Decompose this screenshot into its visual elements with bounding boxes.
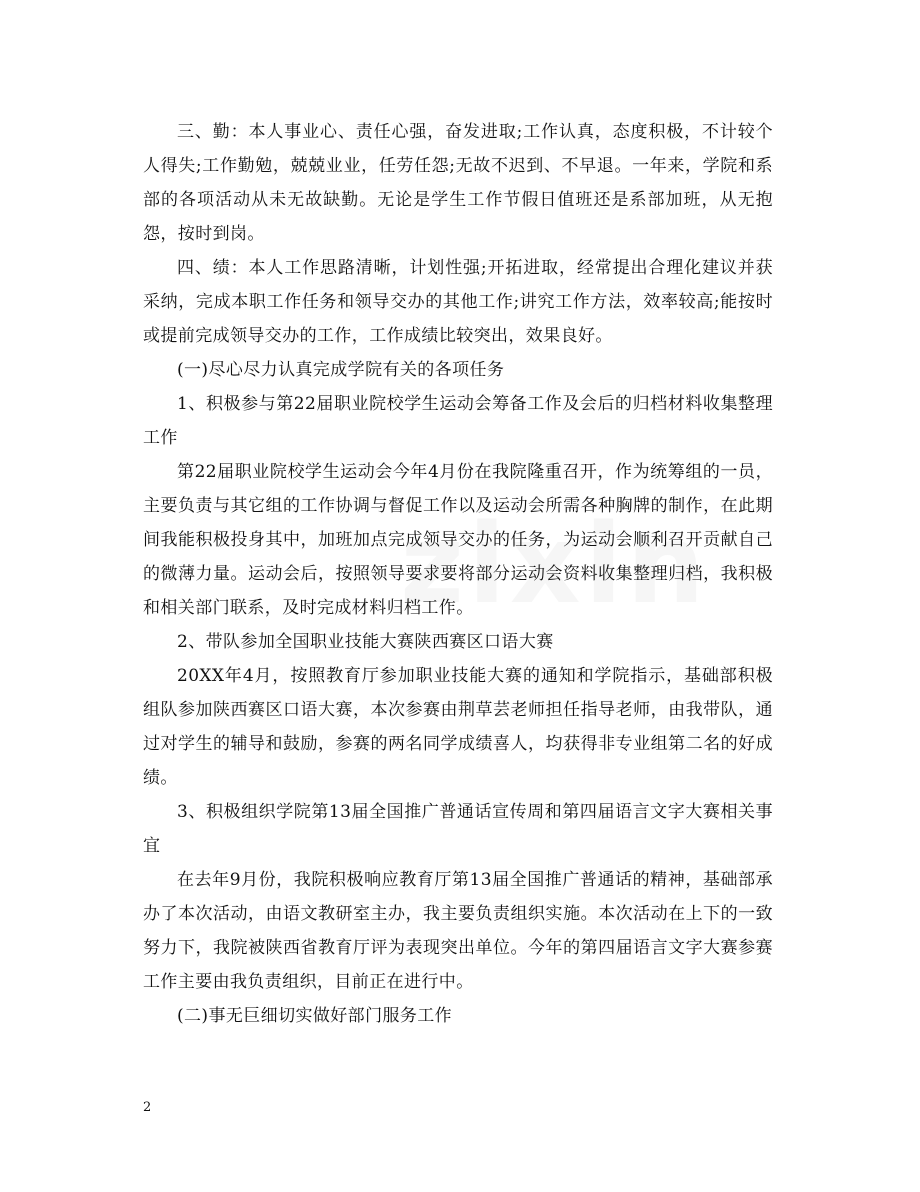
paragraph-mandarin-week: 在去年9月份，我院积极响应教育厅第13届全国推广普通话的精神，基础部承办了本次活动，由语文教研室主办，我主要负责组织实施。本次活动在上下的一致努力下，我院被陕西省教育厅评为表现突出单位。今年的第四届语言文字大赛参赛工作主要由我负责组织，目前正在进行中。 bbox=[143, 870, 773, 992]
section-heading-2: (二)事无巨细切实做好部门服务工作 bbox=[177, 1006, 453, 1026]
document-body bbox=[143, 115, 773, 1033]
paragraph-diligence: 三、勤：本人事业心、责任心强，奋发进取;工作认真，态度积极，不计较个人得失;工作勤勉，兢兢业业，任劳任怨;无故不迟到、不早退。一年来，学院和系部的各项活动从未无故缺勤。无论是学生工作节假日值班还是系部加班，从无抱怨，按时到岗。 bbox=[143, 122, 773, 244]
section-heading-1: (一)尽心尽力认真完成学院有关的各项任务 bbox=[177, 360, 505, 380]
item-heading-1: 1、积极参与第22届职业院校学生运动会筹备工作及会后的归档材料收集整理工作 bbox=[143, 394, 773, 448]
item-heading-3: 3、积极组织学院第13届全国推广普通话宣传周和第四届语言文字大赛相关事宜 bbox=[143, 802, 773, 856]
paragraph-sports-meet: 第22届职业院校学生运动会今年4月份在我院隆重召开，作为统筹组的一员，主要负责与其它组的工作协调与督促工作以及运动会所需各种胸牌的制作，在此期间我能积极投身其中，加班加点完成领导交办的任务，为运动会顺利召开贡献自己的微薄力量。运动会后，按照领导要求要将部分运动会资料收集整理归档，我积极和相关部门联系，及时完成材料归档工作。 bbox=[143, 462, 773, 618]
paragraph-performance: 四、绩：本人工作思路清晰，计划性强;开拓进取，经常提出合理化建议并获采纳，完成本职工作任务和领导交办的其他工作;讲究工作方法，效率较高;能按时或提前完成领导交办的工作，工作成绩比较突出，效果良好。 bbox=[143, 258, 773, 346]
paragraph-oral-contest: 20XX年4月，按照教育厅参加职业技能大赛的通知和学院指示，基础部积极组队参加陕西赛区口语大赛，本次参赛由荆草芸老师担任指导老师，由我带队，通过对学生的辅导和鼓励，参赛的两名同学成绩喜人，均获得非专业组第二名的好成绩。 bbox=[143, 666, 773, 788]
item-heading-2: 2、带队参加全国职业技能大赛陕西赛区口语大赛 bbox=[177, 632, 554, 652]
page-number: 2 bbox=[143, 1100, 152, 1115]
